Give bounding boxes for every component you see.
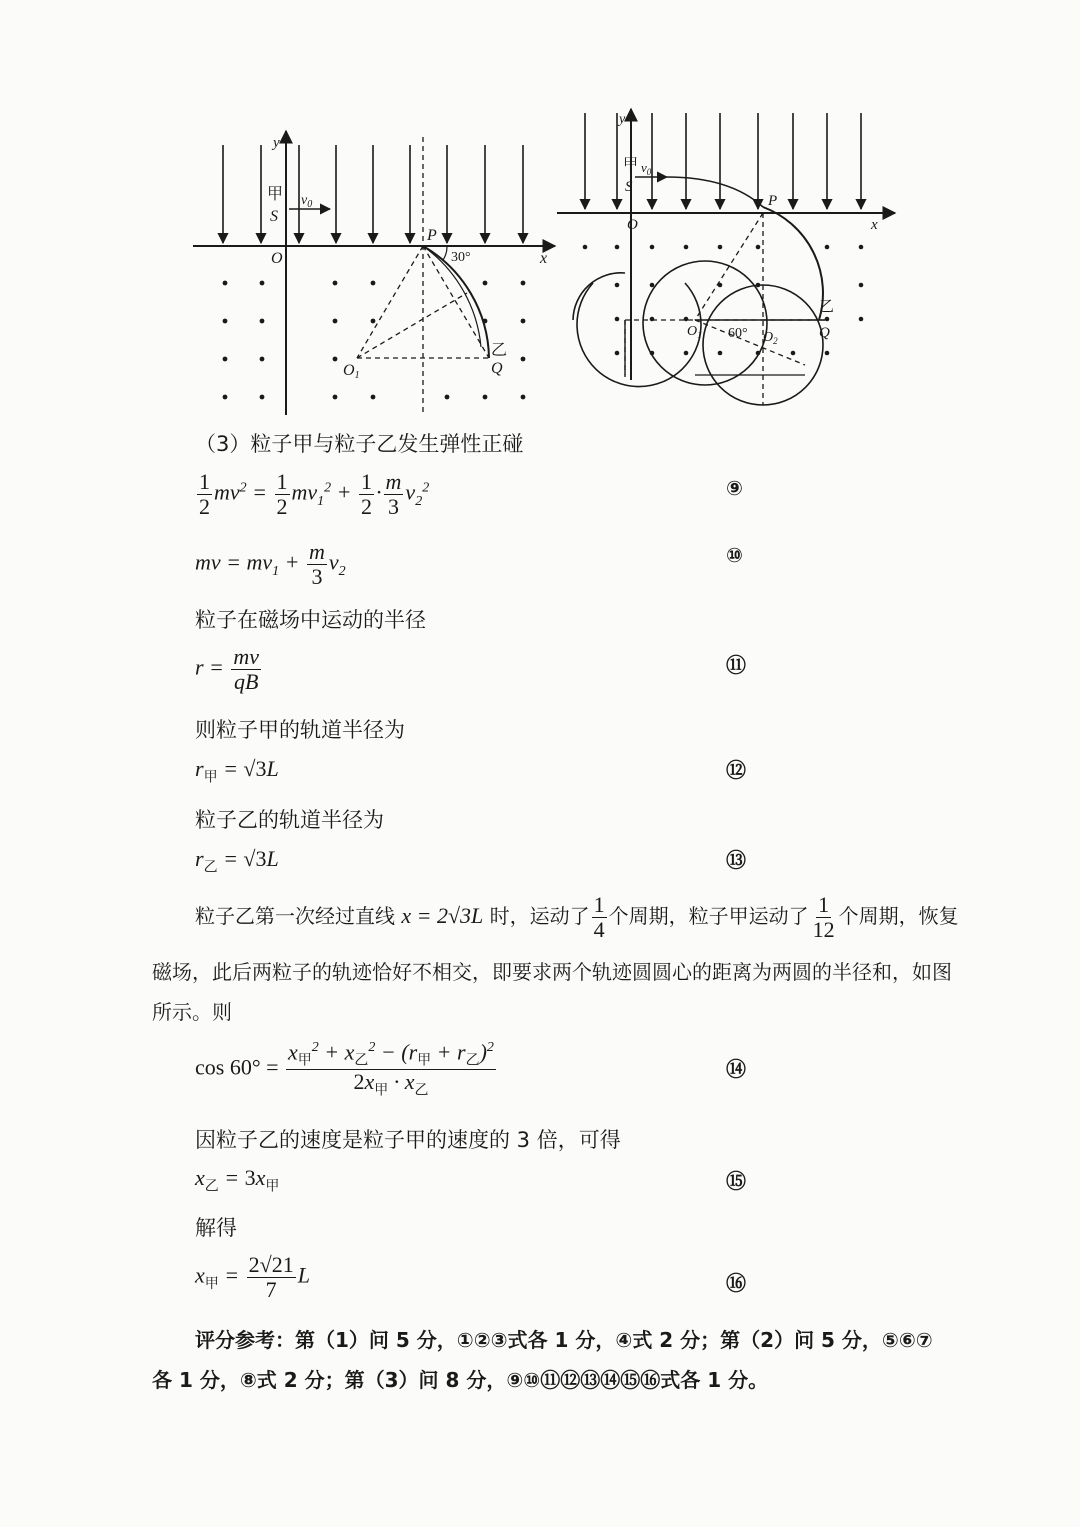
label-jia: 甲 [267, 186, 284, 203]
mark-12: ⑫ [726, 758, 746, 782]
svg-text:O1 [343, 362, 360, 381]
label-y: y [619, 112, 626, 127]
svg-text:O1 [687, 324, 702, 340]
paragraph-1-line1: 粒子乙第一次经过直线 x = 2√3L 时，运动了 $\frac{1}{4}$ 个周期，粒子甲运动了 $\frac{1}{12}$ 个周期，恢复 [195, 891, 959, 942]
label-velocity-sub: 0 [307, 199, 313, 210]
text-jia-radius: 则粒子甲的轨道半径为 [195, 718, 405, 742]
label-o2: O [763, 330, 774, 345]
label-velocity: v [641, 160, 647, 175]
label-o1: O [343, 362, 355, 379]
label-o1: O [687, 324, 698, 339]
equation-13: $r_乙 = √3L$ [195, 846, 279, 876]
label-yi: 乙 [491, 342, 508, 359]
label-velocity-sub: 0 [646, 167, 652, 177]
label-p: P [768, 193, 778, 209]
label-jia: 甲 [623, 157, 639, 173]
grading-line1: 评分参考：第（1）问 5 分，①②③式各 1 分，④式 2 分；第（2）问 5 分，⑤⑥⑦ [195, 1328, 933, 1352]
equation-11: r = $\frac{mv}{qB}$ [195, 644, 260, 695]
text-speed: 因粒子乙的速度是粒子甲的速度的 3 倍，可得 [195, 1128, 621, 1152]
label-q: Q [491, 360, 503, 377]
label-x: x [871, 217, 878, 233]
equation-16: $x_甲$ = $\frac{2√21}{7}$ L [195, 1252, 310, 1303]
label-o1-sub: 1 [354, 370, 360, 381]
para1-eq: x = 2√3L [401, 903, 484, 928]
label-q: Q [819, 325, 830, 341]
equation-10: mv = $mv_1$ + $\frac{m}{3}$ $v_2$ [195, 539, 346, 590]
svg-text:O2 [763, 330, 778, 346]
equation-9: $\frac{1}{2}$ $mv^2$ = $\frac{1}{2}$ $mv_1^2$ + $\frac{1}{2}$ · $\frac{m}{3}$ $v_2^2$ [199, 469, 430, 520]
label-o1-sub: 1 [697, 330, 702, 340]
label-o2-sub: 2 [773, 336, 778, 346]
svg-text:v0 [301, 193, 312, 210]
trajectory-arc [763, 207, 823, 320]
equation-14: cos 60° = $\frac{x_甲^2 + x_乙^2 - (r_甲 + r_乙)^2}{2x_甲 \cdot x_乙}$ [195, 1039, 494, 1099]
paragraph-1-line2: 磁场，此后两粒子的轨迹恰好不相交，即要求两个轨迹圆圆心的距离为两圆的半径和，如图 [152, 960, 952, 984]
label-source: S [625, 179, 633, 195]
label-yi: 乙 [819, 299, 835, 315]
figure-left [185, 125, 575, 420]
label-source: S [270, 208, 278, 225]
label-velocity: v [301, 193, 308, 208]
label-origin: O [271, 250, 283, 267]
text-solve: 解得 [195, 1216, 237, 1240]
mark-11: ⑪ [726, 653, 746, 677]
svg-text:v0 [641, 160, 652, 177]
label-angle: 30° [451, 250, 471, 265]
mark-10: ⑩ [726, 543, 743, 567]
part3-heading: （3）粒子甲与粒子乙发生弹性正碰 [195, 432, 524, 456]
mark-15: ⑮ [726, 1169, 746, 1193]
label-angle: 60° [728, 326, 748, 341]
label-y: y [273, 135, 280, 151]
label-p: P [427, 227, 437, 244]
text-yi-radius: 粒子乙的轨道半径为 [195, 808, 384, 832]
mark-13: ⑬ [726, 848, 746, 872]
text-radius: 粒子在磁场中运动的半径 [195, 608, 426, 632]
mark-9: ⑨ [726, 476, 743, 500]
figure-right [555, 105, 905, 420]
equation-15: $x_乙 = 3x_甲$ [195, 1165, 280, 1195]
paragraph-1-line3: 所示。则 [152, 1000, 232, 1024]
mark-16: ⑯ [726, 1271, 746, 1295]
mark-14: ⑭ [726, 1057, 746, 1081]
equation-12: $r_甲 = √3L$ [195, 756, 279, 786]
label-origin: O [627, 217, 638, 233]
grading-line2: 各 1 分，⑧式 2 分；第（3）问 8 分，⑨⑩⑪⑫⑬⑭⑮⑯式各 1 分。 [152, 1368, 769, 1392]
label-x: x [540, 250, 548, 267]
